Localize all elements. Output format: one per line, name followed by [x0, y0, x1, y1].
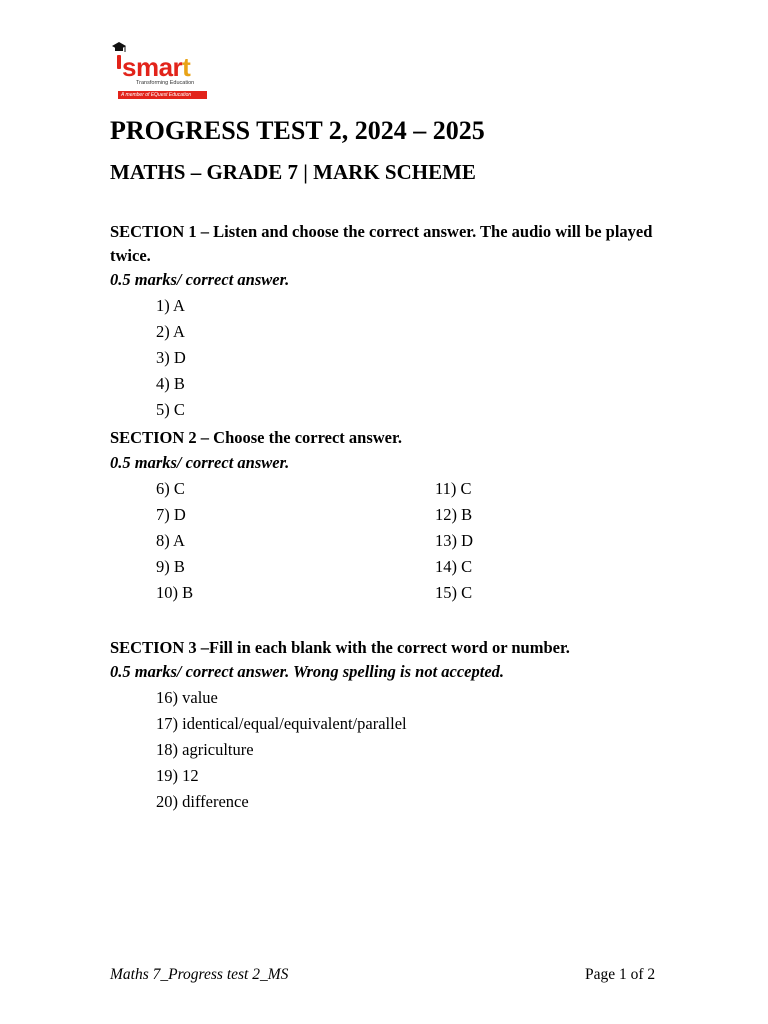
answer-7: 7) D — [156, 505, 186, 524]
answer-6: 6) C — [156, 479, 185, 498]
footer-page-number: Page 1 of 2 — [585, 966, 656, 983]
answer-14: 14) C — [435, 557, 473, 576]
answer-4: 4) B — [156, 374, 185, 393]
logo-member-bar: A member of EQuest Education — [118, 91, 207, 99]
answer-18: 18) agriculture — [156, 740, 254, 759]
footer-document-name: Maths 7_Progress test 2_MS — [110, 966, 289, 983]
answer-20: 20) difference — [156, 792, 249, 811]
answer-8: 8) A — [156, 531, 185, 550]
answer-10: 10) B — [156, 583, 194, 602]
section-2-heading: SECTION 2 – Choose the correct answer. — [110, 428, 402, 447]
answer-5: 5) C — [156, 400, 185, 419]
logo-tagline: Transforming Education — [136, 80, 195, 86]
logo-brand: smart — [122, 52, 191, 82]
answer-13: 13) D — [435, 531, 474, 550]
page-subtitle: MATHS – GRADE 7 | MARK SCHEME — [110, 160, 476, 184]
section-1-heading: SECTION 1 – Listen and choose the correct answer. The audio will be played twice. — [110, 222, 653, 265]
answer-17: 17) identical/equal/equivalent/parallel — [156, 714, 407, 733]
answer-12: 12) B — [435, 505, 473, 524]
answer-16: 16) value — [156, 688, 218, 707]
section-1-note: 0.5 marks/ correct answer. — [110, 270, 290, 289]
answer-2: 2) A — [156, 322, 185, 341]
answer-15: 15) C — [435, 583, 473, 602]
answer-19: 19) 12 — [156, 766, 199, 785]
section-3-note: 0.5 marks/ correct answer. Wrong spelling is not accepted. — [110, 662, 505, 681]
answer-9: 9) B — [156, 557, 185, 576]
section-2-note: 0.5 marks/ correct answer. — [110, 453, 290, 472]
section-3-heading: SECTION 3 –Fill in each blank with the correct word or number. — [110, 638, 570, 657]
page-title: PROGRESS TEST 2, 2024 – 2025 — [110, 116, 485, 145]
answer-11: 11) C — [435, 479, 472, 498]
answer-1: 1) A — [156, 296, 185, 315]
answer-3: 3) D — [156, 348, 186, 367]
